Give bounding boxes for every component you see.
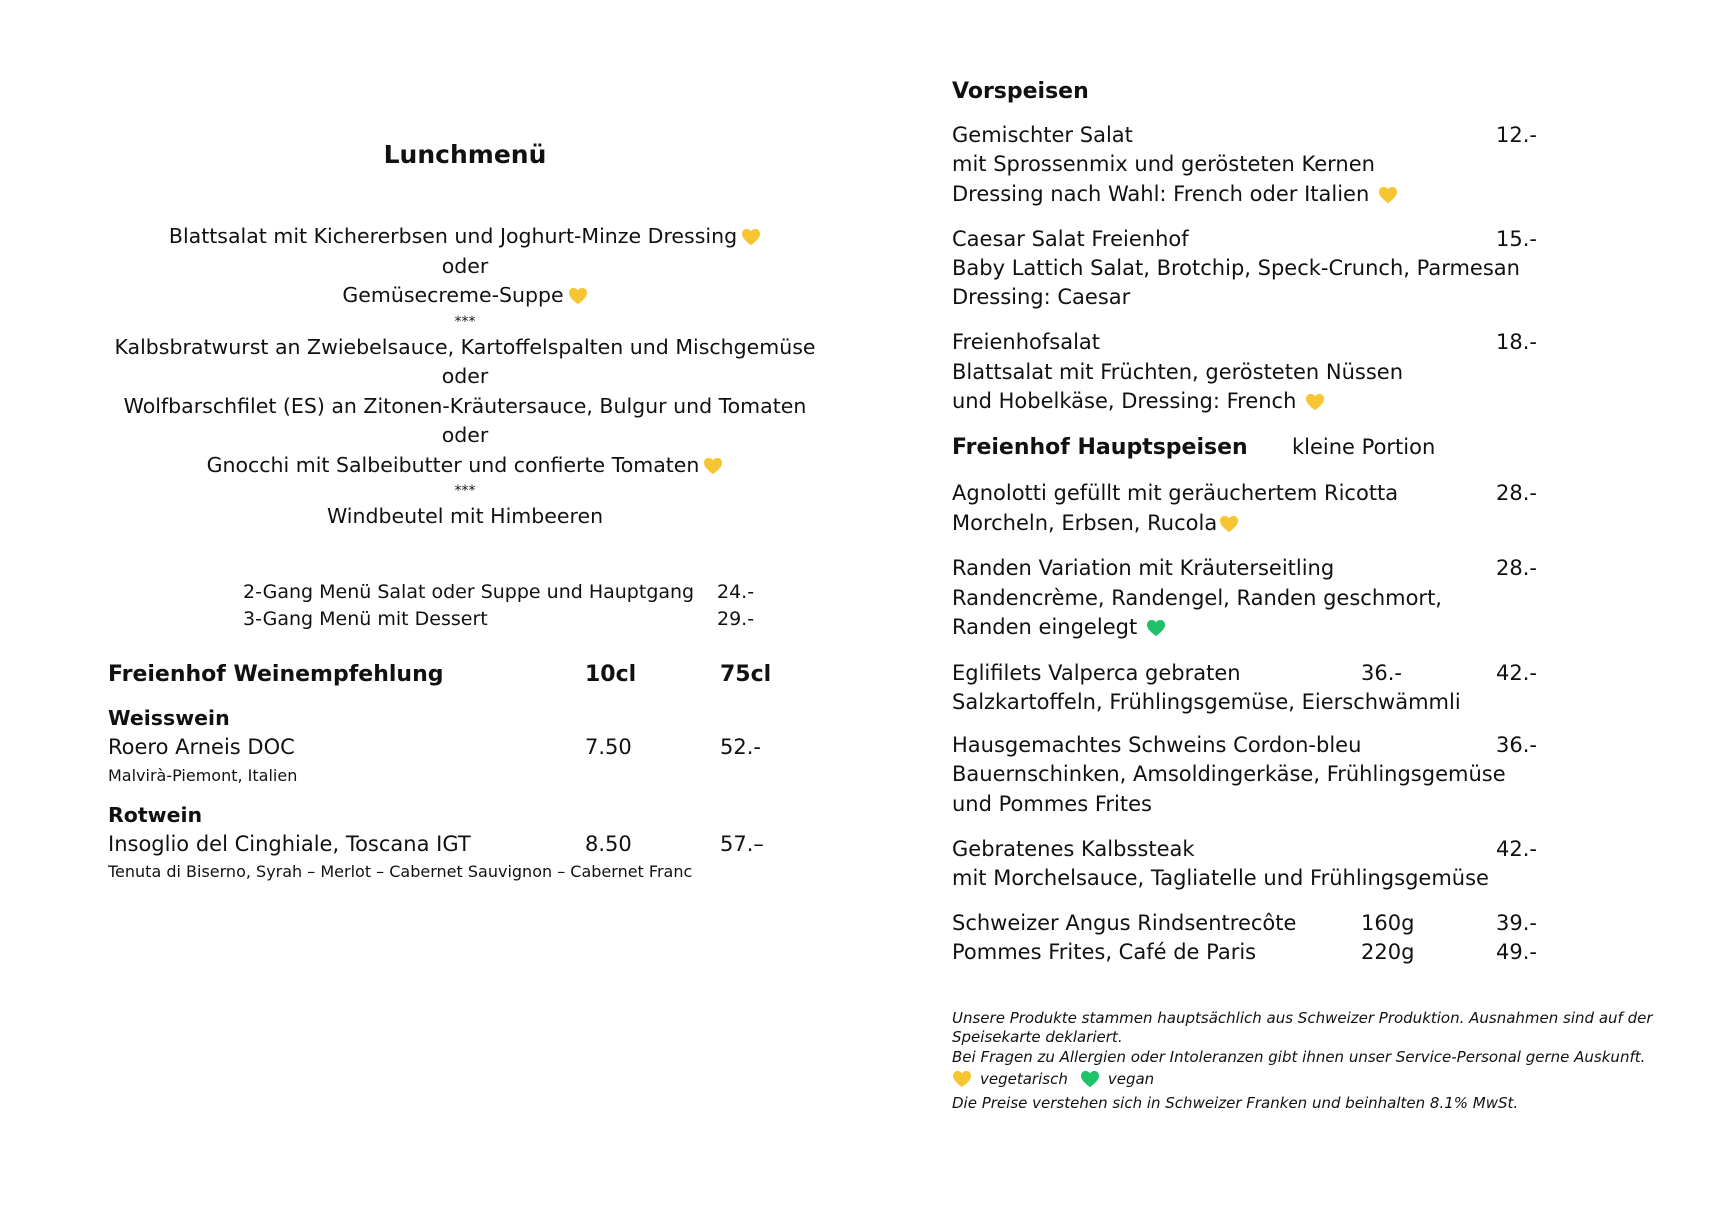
dish-description: Morcheln, Erbsen, Rucola [952,511,1239,535]
dish-name: Eglifilets Valperca gebraten [952,661,1241,685]
dish-description: Baby Lattich Salat, Brotchip, Speck-Crunch, Parmesan [952,256,1520,280]
dish-name: Hausgemachtes Schweins Cordon-bleu [952,733,1362,757]
dish-price: 49.- [1496,940,1537,964]
dish-price: 15.- [1496,227,1537,251]
dish-price: 36.- [1496,733,1537,757]
lunch-line-text: Gnocchi mit Salbeibutter und confierte Tomaten [206,452,700,477]
dish-description: Salzkartoffeln, Frühlingsgemüse, Eierschwämmli [952,690,1461,714]
dish-price: 39.- [1496,911,1537,935]
dish-description: Dressing: Caesar [952,285,1131,309]
lunch-menu [0,222,930,532]
footer-note: Bei Fragen zu Allergien oder Intoleranzen gibt ihnen unser Service-Personal gerne Auskunft. [952,1048,1646,1066]
lunch-line [0,392,930,422]
menu-price: 24.- [717,581,755,603]
lunch-line-text: oder [441,253,489,278]
vegetarian-heart-icon [1378,186,1398,204]
starters-title: Vorspeisen [952,79,1089,104]
dish-description: Pommes Frites, Café de Paris [952,940,1257,964]
mains-title: Freienhof Hauptspeisen [952,435,1248,460]
footer-note: Speisekarte deklariert. [952,1028,1123,1046]
menu-price-label: 3-Gang Menü mit Dessert [243,608,488,630]
dish-price: 42.- [1496,661,1537,685]
dish-description: Randen eingelegt [952,615,1166,639]
dish-description: Randencrème, Randengel, Randen geschmort, [952,586,1442,610]
course-separator [0,480,930,502]
legend-vegetarian: vegetarisch [980,1070,1068,1088]
legend-vegan: vegan [1107,1070,1155,1088]
wine-title: Freienhof Weinempfehlung [108,662,444,687]
white-wine-price-10cl: 7.50 [585,735,632,759]
lunch-line-text: *** [454,313,476,330]
lunch-line [0,333,930,363]
lunch-line [0,222,930,252]
lunch-line-text: Windbeutel mit Himbeeren [326,504,604,528]
dish-weight: 160g [1361,911,1415,935]
dish-price: 18.- [1496,330,1537,354]
red-wine-price-75cl: 57.– [720,832,764,856]
lunch-line [0,252,930,282]
wine-col-10cl: 10cl [585,662,637,687]
dish-price: 12.- [1496,123,1537,147]
vegetarian-heart-icon [952,1070,972,1088]
dish-description: und Pommes Frites [952,792,1152,816]
dish-price: 28.- [1496,556,1537,580]
lunch-line-text: oder [441,364,489,388]
white-wine-name: Roero Arneis DOC [108,735,295,759]
vegan-heart-icon [1080,1070,1100,1088]
course-separator [0,311,930,333]
footer-note: Die Preise verstehen sich in Schweizer Franken und beinhalten 8.1% MwSt. [952,1094,1519,1112]
dish-small-portion-price: 36.- [1361,661,1402,685]
red-wine-name: Insoglio del Cinghiale, Toscana IGT [108,832,471,856]
lunch-title: Lunchmenü [383,140,547,169]
dish-description: und Hobelkäse, Dressing: French [952,389,1325,413]
footer-note: Unsere Produkte stammen hauptsächlich aus Schweizer Produktion. Ausnahmen sind auf der [952,1009,1653,1027]
lunch-line-text: oder [441,423,489,447]
white-wine-origin: Malvirà-Piemont, Italien [108,766,298,785]
dish-name: Gebratenes Kalbssteak [952,837,1195,861]
white-wine-price-75cl: 52.- [720,735,761,759]
red-wine-heading: Rotwein [108,803,203,827]
white-wine-heading: Weisswein [108,706,230,730]
dish-name: Freienhofsalat [952,330,1101,354]
red-wine-price-10cl: 8.50 [585,832,632,856]
lunch-line-text: Gemüsecreme-Suppe [342,283,564,307]
dish-price: 42.- [1496,837,1537,861]
lunch-line-text: *** [454,483,476,499]
lunch-line-text: Blattsalat mit Kichererbsen und Joghurt-Minze Dressing [168,224,738,248]
dish-name: Schweizer Angus Rindsentrecôte [952,911,1297,935]
small-portion-label: kleine Portion [1292,435,1436,459]
menu-price-label: 2-Gang Menü Salat oder Suppe und Hauptgang [243,581,695,603]
lunch-line-text: Kalbsbratwurst an Zwiebelsauce, Kartoffelspalten und Mischgemüse [114,334,816,359]
lunch-line [0,362,930,392]
dish-name: Agnolotti gefüllt mit geräuchertem Ricotta [952,481,1399,505]
vegetarian-heart-icon [1305,393,1325,411]
dish-description: mit Sprossenmix und gerösteten Kernen [952,152,1375,176]
lunch-line [0,502,930,532]
dish-description: Bauernschinken, Amsoldingerkäse, Frühlingsgemüse [952,762,1506,786]
vegetarian-heart-icon [703,457,723,475]
dish-name: Caesar Salat Freienhof [952,227,1189,251]
red-wine-origin: Tenuta di Biserno, Syrah – Merlot – Cabernet Sauvignon – Cabernet Franc [108,862,693,881]
vegan-heart-icon [1146,619,1166,637]
lunch-line [0,421,930,451]
vegetarian-heart-icon [1219,515,1239,533]
vegetarian-heart-icon [741,228,761,246]
dish-weight: 220g [1361,940,1415,964]
diet-legend [952,1070,1154,1088]
vegetarian-heart-icon [568,287,588,305]
wine-col-75cl: 75cl [720,662,772,687]
dish-description: mit Morchelsauce, Tagliatelle und Frühlingsgemüse [952,866,1489,890]
lunch-line [0,451,930,481]
dish-name: Gemischter Salat [952,123,1133,147]
menu-price: 29.- [717,608,755,630]
lunch-line-text: Wolfbarschfilet (ES) an Zitonen-Kräutersauce, Bulgur und Tomaten [123,393,807,418]
dish-price: 28.- [1496,481,1537,505]
dish-description: Blattsalat mit Früchten, gerösteten Nüssen [952,360,1403,384]
dish-name: Randen Variation mit Kräuterseitling [952,556,1335,580]
lunch-line [0,281,930,311]
dish-description: Dressing nach Wahl: French oder Italien [952,182,1398,206]
